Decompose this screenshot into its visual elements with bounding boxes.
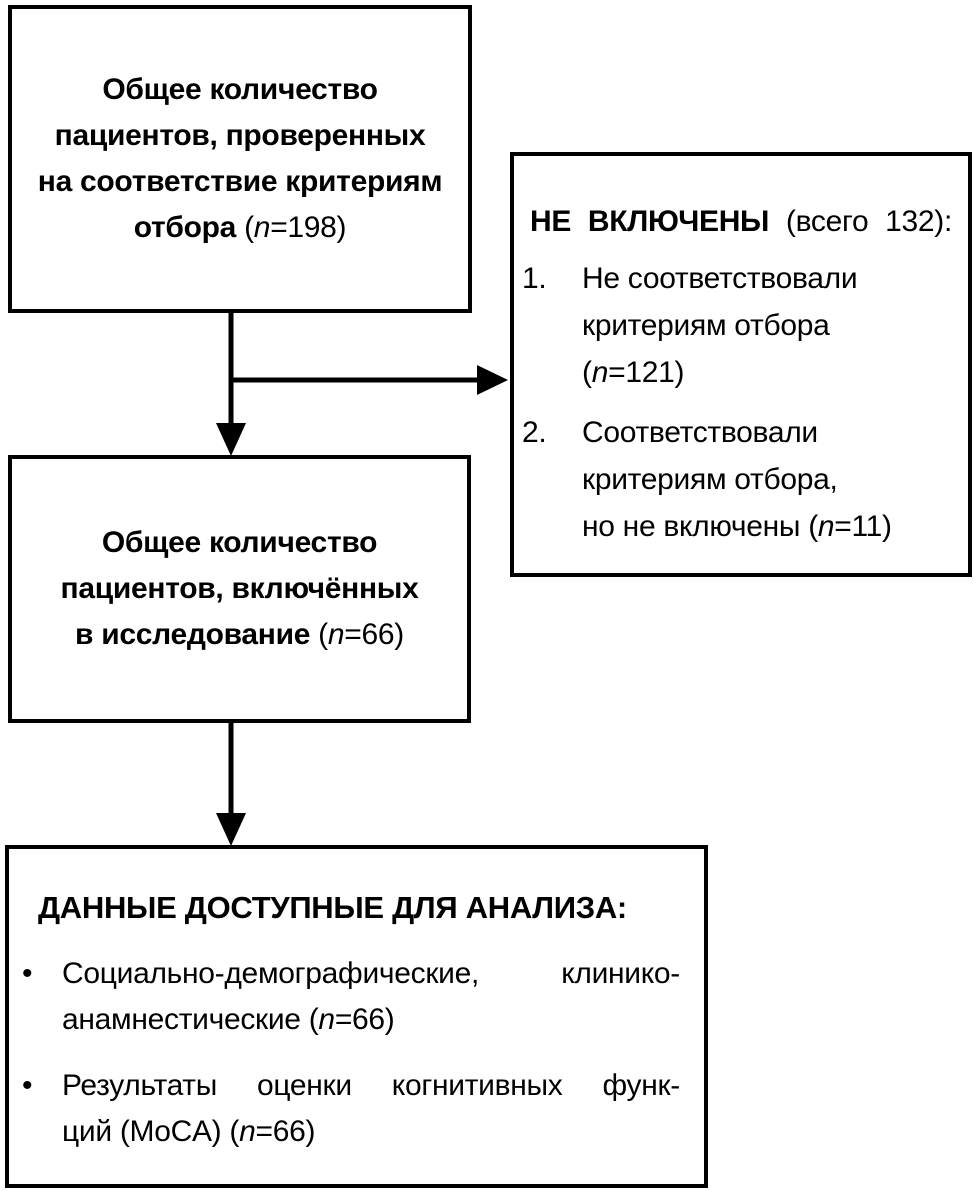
- box-text-line: анамнестические (n=66): [62, 1003, 395, 1036]
- bullet-dot-icon: •: [22, 957, 33, 990]
- list-number: 1.: [522, 262, 547, 295]
- box-text-line: но не включены (n=11): [582, 510, 892, 543]
- excluded-item-text: [582, 409, 952, 550]
- box-text-line: пациентов, проверенных: [54, 119, 426, 152]
- arrowhead-down-2-icon: [216, 813, 246, 846]
- excluded-title: НЕ ВКЛЮЧЕНЫ (всего 132):: [530, 205, 952, 238]
- bullet-dot-icon: •: [22, 1069, 33, 1102]
- analysis-item-text: [62, 951, 680, 1043]
- box-text-line: критериям отбора: [582, 309, 830, 342]
- box-text-line: Результаты оценки когнитивных функ-: [62, 1069, 680, 1102]
- excluded-patients-box: [510, 152, 972, 577]
- box-text-line: пациентов, включённых: [60, 572, 419, 605]
- excluded-item-1: [518, 255, 952, 396]
- box-text-line: на соответствие критериям: [37, 165, 443, 198]
- box-text-line: Общее количество: [101, 526, 378, 559]
- box-text-line: в исследование (n=66): [75, 618, 404, 651]
- analysis-item-2: [21, 1063, 680, 1155]
- box-text-line: отбора (n=198): [133, 211, 347, 244]
- included-patients-box: [8, 455, 471, 723]
- arrowhead-right-icon: [477, 365, 508, 395]
- arrowhead-down-1-icon: [216, 423, 246, 456]
- box-text-line: Социально-демографические, клинико-: [62, 957, 680, 990]
- box-text-line: ций (MoCA) (n=66): [62, 1115, 316, 1148]
- box-text-line: (n=121): [582, 356, 685, 389]
- list-number: 2.: [522, 416, 547, 449]
- box-text-line: Не соответствовали: [582, 262, 858, 295]
- box-text-line: Соответствовали: [582, 416, 818, 449]
- analysis-item-text: [62, 1063, 680, 1155]
- box-text-line: Общее количество: [102, 73, 378, 106]
- excluded-item-2: [518, 409, 952, 550]
- analysis-item-1: [21, 951, 680, 1043]
- analysis-title: ДАННЫЕ ДОСТУПНЫЕ ДЛЯ АНАЛИЗА:: [38, 890, 627, 925]
- excluded-item-text: [582, 255, 952, 396]
- screened-patients-box: [8, 5, 472, 313]
- box-text-line: критериям отбора,: [582, 463, 838, 496]
- analysis-data-box: [5, 845, 708, 1188]
